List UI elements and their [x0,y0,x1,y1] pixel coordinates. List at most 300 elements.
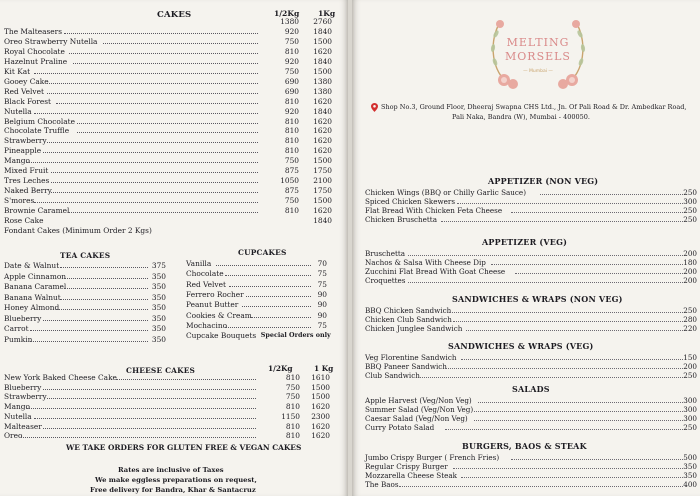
dotted-leader [60,267,148,268]
taxes-note: Rates are inclusive of Taxes [118,466,224,474]
menu-item [365,480,697,489]
cakes-row [4,97,344,106]
menu-item-name: Veg Florentine Sandwich [365,353,457,362]
menu-item [365,197,697,206]
cakes-half-price: 1380 [280,17,299,26]
cakes-row [4,196,344,205]
cakes-half-price: 810 [284,46,299,56]
cakes-half-price: 810 [284,136,299,146]
dotted-leader [77,132,258,133]
tea_cakes-row [4,335,168,344]
menu-item-price: 250 [683,306,697,315]
menu-item-name: Mozzarella Cheese Steak [365,470,457,480]
cakes-row [4,166,344,175]
cakes-full-price: 1500 [313,66,332,76]
cupcakes-row [186,321,346,330]
dotted-leader [64,288,148,289]
dotted-leader [246,296,311,297]
menu-item [365,371,697,380]
cupcakes-item-price: 90 [317,300,327,310]
menu-item [365,405,697,414]
cheese_cakes-full-price: 1500 [311,392,330,402]
dotted-leader [26,162,259,163]
cakes-half-price: 690 [284,76,299,86]
cakes-item-name: Tres Leches [4,176,50,186]
cakes-full-price: 1840 [313,26,332,36]
menu-item-price: 400 [683,479,697,489]
cupcakes-item-price: 90 [317,310,327,320]
cakes-half-price: 810 [284,206,299,216]
cakes-item-name: Chocolate Truffle [4,126,70,136]
cakes-half-price: 690 [284,86,299,96]
cheese_cakes-half-price: 810 [285,402,300,412]
menu-item-name: BBQ Chicken Sandwich [365,306,452,315]
dotted-leader [441,221,683,222]
cupcakes-row [186,259,346,268]
menu-item-price: 220 [683,323,697,333]
cupcakes-row [186,300,346,309]
cupcakes-row [186,331,346,340]
dotted-leader [21,437,256,438]
cupcakes-item-price: 75 [317,279,327,289]
tea_cakes-item-price: 375 [151,261,166,270]
cheese_cakes-row [4,422,344,431]
cakes-item-name: Hazelnut Praline [4,56,68,66]
cheese_cakes-row [4,392,344,401]
tea_cakes-item-name: Carrot [4,324,29,333]
cakes-half-header: 1/2Kg [274,9,300,18]
tea_cakes-item-name: Banana Caramel [4,282,67,291]
tea_cakes-item-name: Banana Walnut [4,292,61,302]
section-title: SANDWICHES & WRAPS (VEG) [448,341,594,351]
cakes-row [4,67,344,76]
tea_cakes-row [4,314,168,323]
cakes-half-price: 920 [284,26,299,36]
cakes-full-price: 1500 [313,196,332,206]
menu-item-name: Zucchini Flat Bread With Goat Cheese [365,266,506,276]
cakes-full-price: 1500 [313,156,332,166]
section-title: SALADS [512,384,550,394]
cupcakes-row [186,269,346,278]
menu-item-price: 350 [683,461,697,471]
menu-item-name: Chicken Wings (BBQ or Chilly Garlic Sauce) [365,188,526,197]
cakes-half-price: 750 [284,196,299,206]
menu-item [365,353,697,362]
dotted-leader [30,341,148,342]
cakes-full-price: 1840 [313,56,332,66]
cakes-row [4,117,344,126]
menu-item [365,396,697,405]
cakes-full-price: 1620 [313,206,332,216]
menu-item [365,267,697,276]
cheese_cakes-half-price: 1150 [281,411,300,421]
cakes-full-price: 1620 [313,136,332,146]
cakes-full-price: 1750 [313,166,332,176]
cakes-item-name: Pineapple [4,146,42,156]
tea_cakes-row [4,293,168,302]
cheese_cakes-row [4,412,344,421]
tea_cakes-item-name: Honey Almond [4,303,60,312]
cakes-item-name: Fondant Cakes (Minimum Order 2 Kgs) [4,225,152,235]
logo-sub: — Mumbai — [523,69,553,74]
cheese-full-header: 1 Kg [314,364,334,373]
cheese_cakes-full-price: 2300 [311,411,330,421]
dotted-leader [251,317,312,318]
cakes-row [4,176,344,185]
dotted-leader [69,212,259,213]
menu-item-price: 200 [683,266,697,276]
menu-item-name: Chicken Junglee Sandwich [365,323,463,333]
cakes-row [4,17,344,26]
cakes-half-price: 875 [284,186,299,196]
cheese_cakes-item-name: Mango [4,402,30,412]
cakes-half-price: 920 [284,56,299,66]
dotted-leader [34,418,256,419]
menu-item [365,188,697,197]
cakes-row [4,37,344,46]
cakes-title: CAKES [157,10,192,20]
dotted-leader [47,93,258,94]
tea_cakes-item-name: Pumkin [4,334,33,344]
dotted-leader [461,359,683,360]
location-pin-icon [371,103,378,112]
section-title: BURGERS, BAOS & STEAK [462,441,587,451]
dotted-leader [408,255,684,256]
menu-item-price: 280 [683,314,697,324]
menu-item [365,306,697,315]
section-title: SANDWICHES & WRAPS (NON VEG) [452,294,623,304]
dotted-leader [47,83,258,84]
cupcakes-item-price: 75 [317,269,327,279]
cakes-full-price: 1840 [313,106,332,116]
menu-item-name: Regular Crispy Burger [365,461,448,471]
menu-item-name: Nachos & Salsa With Cheese Dip [365,257,486,267]
cheese_cakes-half-price: 810 [285,421,300,431]
cakes-full-price: 1380 [313,76,332,86]
cheese_cakes-item-name: Nutella [4,411,32,421]
cheese_cakes-row [4,402,344,411]
dotted-leader [225,275,311,276]
cakes-half-price: 810 [284,126,299,136]
menu-item [365,324,697,333]
cakes-item-name: Kit Kat [4,66,31,76]
dotted-leader [64,278,148,279]
dotted-leader [64,33,258,34]
cakes-row [4,107,344,116]
cakes-full-price: 1620 [313,96,332,106]
menu-item-name: Caesar Salad (Veg/Non Veg) [365,413,468,423]
dotted-leader [51,192,258,193]
cakes-half-price: 810 [284,116,299,126]
cakes-item-name: Black Forest [4,96,52,106]
dotted-leader [466,330,683,331]
cakes-full-price: 1620 [313,146,332,156]
cakes-row [4,77,344,86]
menu-item-name: Bruschetta [365,249,406,258]
menu-item-name: Flat Bread With Chicken Feta Cheese [365,205,503,215]
cheese_cakes-half-price: 810 [285,373,300,382]
dotted-leader [511,459,683,460]
cheese_cakes-item-name: Malteaser [4,421,42,431]
cakes-full-price: 1620 [313,46,332,56]
cheese-half-header: 1/2Kg [268,364,293,373]
menu-item-price: 300 [683,404,697,414]
menu-item-name: BBQ Paneer Sandwich [365,361,447,371]
cheese_cakes-full-price: 1620 [311,431,330,441]
cupcakes-item-price: 70 [317,259,327,268]
cakes-item-name: Rose Cake [4,216,44,225]
menu-item [365,453,697,462]
dotted-leader [116,379,256,380]
cakes-row [4,146,344,155]
dotted-leader [60,299,148,300]
cakes-row [4,57,344,66]
cupcakes-item-price: Special Orders only [260,331,331,340]
melting-morsels-logo [480,4,596,98]
dotted-leader [103,43,258,44]
menu-item [365,315,697,324]
dotted-leader [242,306,311,307]
menu-item-name: Apple Harvest (Veg/Non Veg) [365,396,472,405]
cakes-full-price: 2760 [313,17,332,26]
menu-right-page [352,0,700,496]
menu-item-price: 300 [683,196,697,206]
cakes-full-header: 1Kg [318,9,336,18]
dotted-leader [511,212,683,213]
dotted-leader [540,194,683,195]
menu-item-price: 250 [683,422,697,432]
cakes-row [4,47,344,56]
dotted-leader [461,477,683,478]
cakes-item-name: S'mores [4,196,35,206]
menu-item [365,414,697,423]
menu-item-name: Club Sandwich [365,370,420,380]
logo-line2: MORSELS [505,50,571,63]
cakes-half-price: 920 [284,106,299,116]
cakes-row [4,126,344,135]
cakes-row [4,206,344,215]
section-title: APPETIZER (NON VEG) [488,176,599,186]
cakes-half-price: 810 [284,96,299,106]
dotted-leader [43,152,258,153]
cheese_cakes-full-price: 1620 [311,402,330,412]
cupcakes-item-price: 75 [317,320,327,330]
cupcakes-row [186,311,346,320]
cakes-row [4,156,344,165]
cupcakes-row [186,290,346,299]
cakes-row [4,136,344,145]
tea_cakes-item-price: 350 [151,282,166,291]
dotted-leader [491,264,684,265]
cakes-full-price: 1620 [313,116,332,126]
dotted-leader [43,389,256,390]
dotted-leader [449,312,683,313]
menu-left-page [0,0,348,496]
dotted-leader [47,142,258,143]
cheese_cakes-row [4,431,344,440]
menu-item-price: 200 [683,361,697,371]
cakes-full-price: 1750 [313,186,332,196]
cakes-item-name: Brownie Caramel [4,206,70,216]
dotted-leader [51,172,258,173]
delivery-note: Free delivery for Bandra, Khar & Santacruz [90,486,256,494]
menu-item-price: 150 [683,353,697,362]
dotted-leader [26,408,257,409]
cakes-full-price: 1500 [313,36,332,46]
cheese_cakes-full-price: 1610 [311,373,330,382]
dotted-leader [51,182,258,183]
menu-item [365,206,697,215]
menu-item [365,258,697,267]
menu-item-name: Summer Salad (Veg/Non Veg) [365,404,474,414]
cakes-full-price: 1620 [313,126,332,136]
menu-item-price: 250 [683,214,697,224]
dotted-leader [229,286,311,287]
menu-item-price: 350 [683,470,697,480]
cakes-item-name: The Malteasers [4,26,62,36]
cheese_cakes-row [4,373,344,382]
cupcakes-row [186,280,346,289]
menu-item-price: 180 [683,257,697,267]
dotted-leader [56,103,258,104]
cupcakes-item-name: Cupcake Bouquets [186,331,257,341]
tea_cakes-item-price: 350 [151,271,166,281]
tea_cakes-item-price: 350 [151,313,166,323]
cakes-half-price: 750 [284,156,299,166]
dotted-leader [445,368,683,369]
cakes-row [4,186,344,195]
cakes-full-price: 2100 [313,176,332,186]
cheese-cakes-title: CHEESE CAKES [126,366,196,375]
cakes-item-name: Royal Chocolate [4,46,65,56]
cakes-row [4,87,344,96]
cheese_cakes-item-name: Blueberry [4,382,42,392]
dotted-leader [474,420,683,421]
menu-item [365,215,697,224]
cheese_cakes-full-price: 1620 [311,421,330,431]
cheese_cakes-item-name: Strawberry [4,392,47,402]
cakes-half-price: 750 [284,66,299,76]
tea_cakes-item-price: 350 [151,292,166,302]
menu-item-price: 300 [683,396,697,405]
dotted-leader [43,428,256,429]
dotted-leader [34,113,258,114]
dotted-leader [478,402,683,403]
cakes-item-name: Naked Berry [4,186,52,196]
cupcakes-item-price: 90 [317,289,327,299]
cakes-item-name: Mango [4,156,30,166]
menu-item-price: 300 [683,413,697,423]
cheese_cakes-full-price: 1500 [311,382,330,392]
dotted-leader [34,202,258,203]
menu-item [365,249,697,258]
section-title: APPETIZER (VEG) [482,237,568,247]
cakes-half-price: 750 [284,36,299,46]
address-line1: Shop No.3, Ground Floor, Dheeraj Swapna CHS Ltd., Jn. Of Pali Road & Dr. Ambedkar Road, [381,103,687,111]
tea_cakes-item-price: 350 [151,303,166,312]
cakes-item-name: Gooey Cake [4,76,49,86]
tea_cakes-item-name: Apple Cinnamon [4,271,67,281]
tea_cakes-item-name: Blueberry [4,313,42,323]
menu-item [365,423,697,432]
menu-item [365,362,697,371]
dotted-leader [453,321,683,322]
cheese_cakes-half-price: 810 [285,431,300,441]
menu-item-price: 250 [683,188,697,197]
eggless-note: We make eggless preparations on request, [95,476,257,484]
tea_cakes-item-price: 350 [151,334,166,344]
cakes-item-name: Mixed Fruit [4,166,49,176]
dotted-leader [216,265,311,266]
tea_cakes-row [4,303,168,312]
dotted-leader [56,309,148,310]
dotted-leader [408,282,684,283]
tea_cakes-item-name: Date & Walnut [4,261,60,270]
tea_cakes-item-price: 350 [151,324,166,333]
cakes-full-price: 1380 [313,86,332,96]
cupcakes-item-name: Peanut Butter [186,300,239,310]
cakes-item-name: Strawberry [4,136,47,146]
dotted-leader [30,330,148,331]
cakes-row [4,226,344,235]
dotted-leader [399,486,683,487]
cupcakes-item-name: Ferrero Rocher [186,289,244,299]
menu-item-price: 200 [683,249,697,258]
menu-item-name: Jumbo Crispy Burger ( French Fries) [365,453,500,462]
gluten-free-note: WE TAKE ORDERS FOR GLUTEN FREE & VEGAN CAKES [66,443,302,452]
logo-line1: MELTING [506,36,570,49]
menu-item-name: Curry Potato Salad [365,422,435,432]
dotted-leader [445,429,683,430]
cheese_cakes-item-name: Oreo [4,431,23,441]
menu-item-name: Croquettes [365,275,406,285]
cupcakes-item-name: Mochacino [186,320,228,330]
dotted-leader [453,468,683,469]
menu-item [365,462,697,471]
cakes-item-name: Oreo Strawberry Nutella [4,36,98,46]
cakes-half-price: 810 [284,146,299,156]
dotted-leader [420,377,683,378]
cheese_cakes-half-price: 750 [285,382,300,392]
cupcakes-item-name: Vanilla [186,259,212,268]
tea_cakes-row [4,282,168,291]
cupcakes-item-name: Chocolate [186,269,224,279]
cakes-row [4,216,344,225]
cakes-half-price: 875 [284,166,299,176]
cakes-item-name: Red Velvet [4,86,44,96]
tea_cakes-row [4,324,168,333]
menu-item [365,276,697,285]
address-line2: Pali Naka, Bandra (W), Mumbai - 400050. [452,113,590,121]
cheese_cakes-half-price: 750 [285,392,300,402]
menu-item-price: 500 [683,453,697,462]
cheese_cakes-row [4,383,344,392]
dotted-leader [69,53,259,54]
cakes-half-price: 1050 [280,176,299,186]
menu-item [365,471,697,480]
tea-cakes-title: TEA CAKES [60,251,111,260]
menu-item-price: 250 [683,205,697,215]
cupcakes-title: CUPCAKES [238,248,287,257]
cakes-item-name: Nutella [4,106,32,116]
menu-item-name: The Baos [365,479,399,489]
dotted-leader [43,320,148,321]
menu-item-price: 200 [683,275,697,285]
dotted-leader [34,73,258,74]
dotted-leader [73,63,258,64]
dotted-leader [457,203,683,204]
dotted-leader [47,398,256,399]
